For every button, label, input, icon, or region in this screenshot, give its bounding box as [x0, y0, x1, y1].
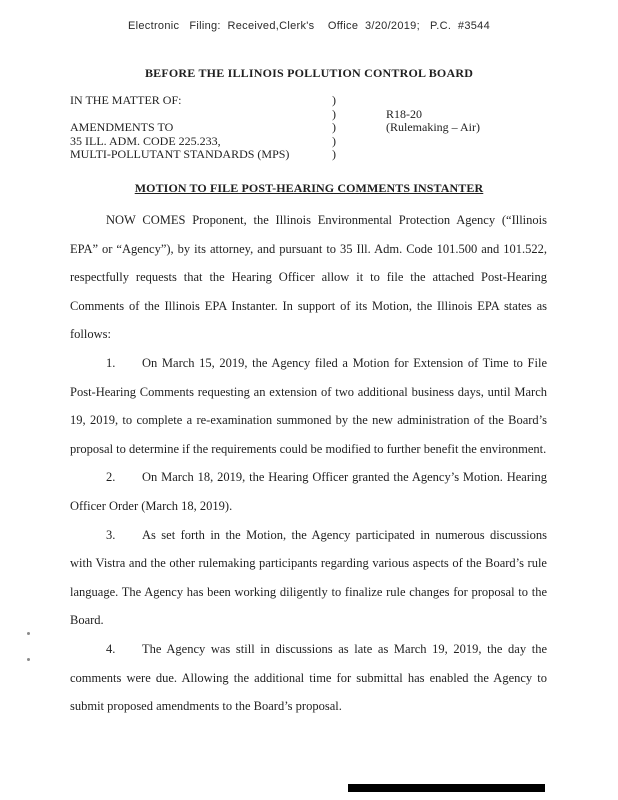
court-title: BEFORE THE ILLINOIS POLLUTION CONTROL BOARD — [144, 66, 474, 80]
caption-right-text — [386, 94, 578, 108]
caption-left-text: AMENDMENTS TO — [70, 120, 174, 135]
caption-left-text: 35 ILL. ADM. CODE 225.233, — [70, 133, 221, 148]
caption-right-text: R18-20 — [386, 106, 422, 121]
scan-speck — [27, 632, 30, 635]
paragraph-number: 3. — [106, 527, 116, 542]
caption-right-text — [386, 148, 578, 162]
caption-row — [70, 121, 578, 135]
caption-row — [70, 94, 578, 108]
caption-paren: ) — [332, 133, 336, 148]
case-caption — [70, 94, 578, 162]
paragraph-text: As set forth in the Motion, the Agency participated in numerous discussions with Vistra and the other rulemaking participants regarding various aspects of the Board’s rule language. The Agency has been working diligently to finalize rule changes for proposal to the Board. — [70, 527, 547, 628]
caption-paren: ) — [332, 120, 336, 135]
motion-title: MOTION TO FILE POST-HEARING COMMENTS INSTANTER — [134, 181, 484, 195]
paragraph-text: On March 15, 2019, the Agency filed a Motion for Extension of Time to File Post-Hearing Comments requesting an extension of two additional business days, until March 19, 2019, to complete a re-examination summoned by the new administration of the Board’s proposal to determine if the requirements could be modified to further benefit the environment. — [70, 355, 547, 456]
caption-row — [70, 148, 578, 162]
paragraph-4 — [70, 635, 547, 721]
filing-stamp: Electronic Filing: Received,Clerk's Office 3/20/2019; P.C. #3544 — [127, 20, 490, 32]
caption-paren: ) — [332, 147, 336, 162]
paragraph-text: NOW COMES Proponent, the Illinois Environmental Protection Agency (“Illinois EPA” or “Agency”), by its attorney, and pursuant to 35 Ill. Adm. Code 101.500 and 101.522, respectfully requests that the Hearing Officer allow it to file the attached Post-Hearing Comments of the Illinois EPA Instanter. In support of its Motion, the Illinois EPA states as follows: — [70, 213, 547, 342]
paragraph-intro — [70, 206, 547, 349]
scan-artifact-bar — [348, 784, 545, 792]
document-body — [70, 206, 547, 721]
caption-paren: ) — [332, 93, 336, 107]
caption-row — [70, 135, 578, 149]
paragraph-3 — [70, 521, 547, 635]
caption-right-text — [386, 135, 578, 149]
paragraph-number: 4. — [106, 641, 116, 656]
paragraph-number: 1. — [106, 355, 116, 370]
caption-left-text — [70, 108, 332, 122]
scan-speck — [27, 658, 30, 661]
caption-left-text: MULTI-POLLUTANT STANDARDS (MPS) — [70, 147, 290, 162]
caption-right-text: (Rulemaking – Air) — [386, 120, 480, 135]
paragraph-text: The Agency was still in discussions as late as March 19, 2019, the day the comments were due. Allowing the additional time for submittal has enabled the Agency to submit proposed amendments to the Board’s proposal. — [70, 641, 547, 714]
caption-paren: ) — [332, 106, 336, 121]
paragraph-number: 2. — [106, 470, 116, 485]
caption-row — [70, 108, 578, 122]
paragraph-1 — [70, 349, 547, 463]
paragraph-text: On March 18, 2019, the Hearing Officer granted the Agency’s Motion. Hearing Officer Order (March 18, 2019). — [70, 470, 547, 513]
paragraph-2 — [70, 463, 547, 520]
caption-left-text: IN THE MATTER OF: — [70, 93, 182, 107]
